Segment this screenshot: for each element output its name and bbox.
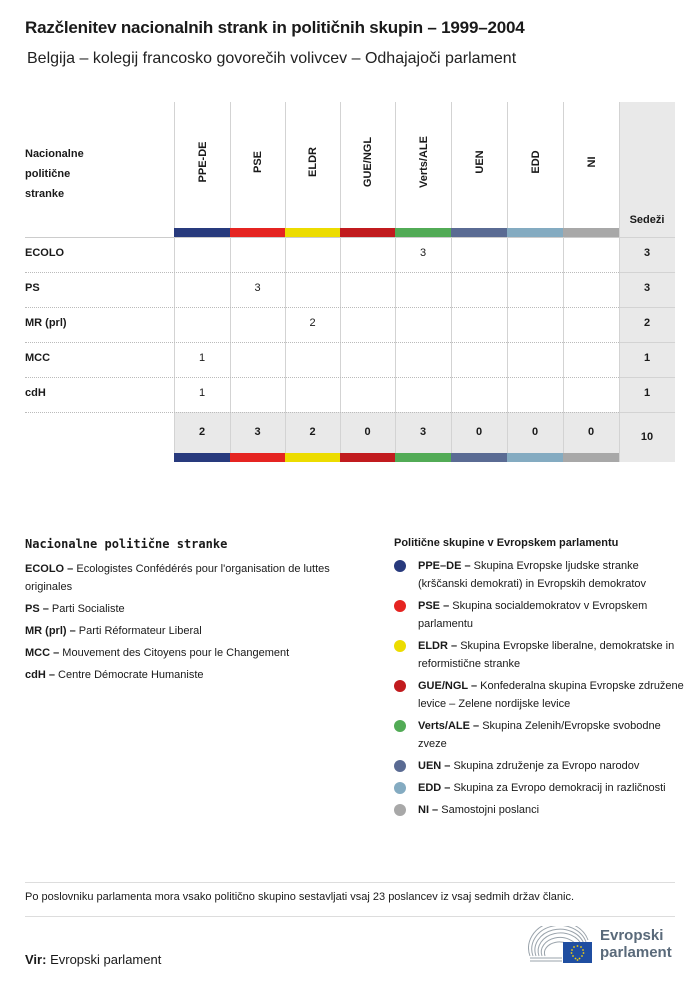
group-total: 0 (531, 426, 539, 438)
group-color-bar (451, 453, 507, 462)
group-abbr: PPE–DE (418, 560, 462, 572)
table-row-party: MR (prl) (25, 317, 67, 329)
national-party-legend-item: ECOLO – Ecologistes Confédérés pour l'organisation de luttes originales (25, 563, 330, 593)
group-abbr: Verts/ALE (418, 720, 470, 732)
column-header-label: EDD (529, 150, 542, 174)
column-header-label: NI (585, 156, 598, 168)
party-abbr: ECOLO (25, 563, 65, 575)
group-color-bar (563, 228, 619, 237)
group-abbr: EDD (418, 782, 442, 794)
column-header-ni (563, 102, 619, 228)
row-divider (25, 342, 619, 343)
party-name: Ecologistes Confédérés pour l'organisation de luttes originales (25, 563, 330, 593)
national-party-legend-item: MCC – Mouvement des Citoyens pour le Changement (25, 647, 290, 659)
row-divider (25, 412, 619, 413)
group-legend-item: ELDR – Skupina Evropske liberalne, demokratske in reformistične stranke (394, 637, 684, 673)
seats-divider (619, 342, 675, 343)
group-color-bar (230, 453, 285, 462)
seats-divider (619, 237, 675, 238)
groups-legend-title: Politične skupine v Evropskem parlamentu (394, 537, 619, 549)
group-color-bar (507, 453, 563, 462)
group-abbr: NI (418, 804, 429, 816)
column-header-eldr (285, 102, 340, 228)
column-header-label: PPE-DE (196, 141, 209, 183)
group-color-bar (340, 453, 395, 462)
table-row-party: ECOLO (25, 247, 65, 259)
group-color-dot-icon (394, 560, 406, 572)
table-cell: 1 (198, 387, 206, 399)
group-color-bar (285, 228, 340, 237)
table-cell: 2 (309, 317, 316, 329)
seats-divider (619, 307, 675, 308)
group-color-bar (395, 453, 451, 462)
party-name: Centre Démocrate Humaniste (58, 669, 204, 681)
source-value: Evropski parlament (50, 952, 162, 967)
row-divider (25, 377, 619, 378)
group-total: 3 (419, 426, 427, 438)
divider (25, 882, 675, 883)
row-seats: 1 (643, 387, 651, 399)
national-party-legend-item: PS – Parti Socialiste (25, 603, 125, 615)
group-legend-item: PPE–DE – Skupina Evropske ljudske stranke (krščanski demokrati) in Evropskih demokratov (394, 557, 684, 593)
header-divider (25, 237, 619, 238)
group-name: Skupina Evropske liberalne, demokratske in reformistične stranke (418, 640, 675, 670)
table-cell: 1 (198, 352, 206, 364)
group-color-bar (230, 228, 285, 237)
row-seats: 3 (643, 247, 651, 259)
group-color-dot-icon (394, 640, 406, 652)
column-header-edd (507, 102, 563, 228)
row-seats: 2 (643, 317, 651, 329)
group-name: Skupina za Evropo demokracij in različnosti (453, 782, 666, 794)
group-name: Skupina socialdemokratov v Evropskem parlamentu (418, 600, 648, 630)
row-divider (25, 307, 619, 308)
group-color-dot-icon (394, 600, 406, 612)
row-seats: 1 (643, 352, 651, 364)
group-color-bar (174, 228, 230, 237)
group-color-bar (451, 228, 507, 237)
group-legend-item: Verts/ALE – Skupina Zelenih/Evropske svobodne zveze (394, 717, 684, 753)
european-parliament-logo (528, 926, 678, 966)
group-color-bar (507, 228, 563, 237)
national-party-legend-item: cdH – Centre Démocrate Humaniste (25, 669, 204, 681)
seats-divider (619, 377, 675, 378)
national-legend-title: Nacionalne politične stranke (25, 537, 228, 551)
party-name: Parti Réformateur Liberal (78, 625, 202, 637)
group-total: 3 (254, 426, 261, 438)
group-abbr: UEN (418, 760, 442, 772)
group-legend-item: UEN – Skupina združenje za Evropo narodov (394, 757, 684, 775)
group-total: 0 (587, 426, 595, 438)
parliament-hemicycle-icon (528, 926, 594, 966)
group-color-dot-icon (394, 760, 406, 772)
group-color-dot-icon (394, 720, 406, 732)
group-color-dot-icon (394, 782, 406, 794)
source-label: Vir: (25, 952, 47, 967)
group-color-dot-icon (394, 680, 406, 692)
seats-divider (619, 412, 675, 413)
chart-subtitle: Belgija – kolegij francosko govorečih volivcev – Odhajajoči parlament (27, 50, 517, 67)
column-header-uen (451, 102, 507, 228)
table-row-party: cdH (25, 387, 46, 399)
group-abbr: GUE/NGL (418, 680, 468, 692)
national-parties-legend (25, 537, 365, 688)
column-header-vertsale (395, 102, 451, 228)
row-seats: 3 (643, 282, 651, 294)
source (25, 952, 161, 967)
group-total: 2 (198, 426, 206, 438)
group-abbr: ELDR (418, 640, 448, 652)
column-header-label: GUE/NGL (362, 136, 374, 188)
table-row-party: PS (25, 282, 40, 294)
divider (25, 916, 675, 917)
group-name: Skupina združenje za Evropo narodov (453, 760, 640, 772)
column-header-label: Verts/ALE (417, 136, 430, 188)
group-legend-item: PSE – Skupina socialdemokratov v Evropskem parlamentu (394, 597, 684, 633)
party-abbr: cdH (25, 669, 46, 681)
group-name: Skupina Evropske ljudske stranke (krščanski demokrati) in Evropskih demokratov (418, 560, 647, 590)
group-color-bar (340, 228, 395, 237)
row-divider (25, 272, 619, 273)
group-color-bar (174, 453, 230, 462)
column-header-pse (230, 102, 285, 228)
eu-groups-legend (394, 537, 684, 823)
group-color-bar (395, 228, 451, 237)
column-header-guengl (340, 102, 395, 228)
chart-title: Razčlenitev nacionalnih strank in političnih skupin – 1999–2004 (25, 18, 525, 37)
group-color-bar (563, 453, 619, 462)
party-abbr: MR (prl) (25, 625, 67, 637)
logo-text: Evropski parlament (600, 927, 672, 961)
party-name: Parti Socialiste (51, 603, 125, 615)
party-abbr: MCC (25, 647, 51, 659)
table-cell: 3 (419, 247, 427, 259)
group-name: Samostojni poslanci (441, 804, 540, 816)
table-row-party: MCC (25, 352, 51, 364)
column-header-label: PSE (252, 150, 264, 174)
seats-divider (619, 272, 675, 273)
group-legend-item: NI – Samostojni poslanci (394, 801, 684, 819)
group-color-bar (285, 453, 340, 462)
seats-header: Sedeži (629, 214, 665, 226)
column-header-label: ELDR (307, 147, 319, 177)
group-total: 0 (475, 426, 483, 438)
group-total: 2 (309, 426, 316, 438)
total-seats: 10 (640, 431, 654, 443)
group-name: Skupina Zelenih/Evropske svobodne zveze (418, 720, 661, 750)
national-party-legend-item: MR (prl) – Parti Réformateur Liberal (25, 625, 202, 637)
table-cell: 3 (254, 282, 261, 294)
group-legend-item: EDD – Skupina za Evropo demokracij in različnosti (394, 779, 684, 797)
footnote: Po poslovniku parlamenta mora vsako politično skupino sestavljati vsaj 23 poslancev iz vsaj sedmih držav članic. (25, 891, 575, 903)
column-header-label: UEN (473, 150, 486, 174)
party-abbr: PS (25, 603, 40, 615)
group-legend-item: GUE/NGL – Konfederalna skupina Evropske združene levice – Zelene nordijske levice (394, 677, 684, 713)
row-header-label: Nacionalne politične stranke (25, 148, 84, 200)
group-total: 0 (364, 426, 371, 438)
party-name: Mouvement des Citoyens pour le Changement (62, 647, 290, 659)
column-header-ppede (174, 102, 230, 228)
group-abbr: PSE (418, 600, 441, 612)
group-color-dot-icon (394, 804, 406, 816)
group-name: Konfederalna skupina Evropske združene levice – Zelene nordijske levice (418, 680, 684, 710)
